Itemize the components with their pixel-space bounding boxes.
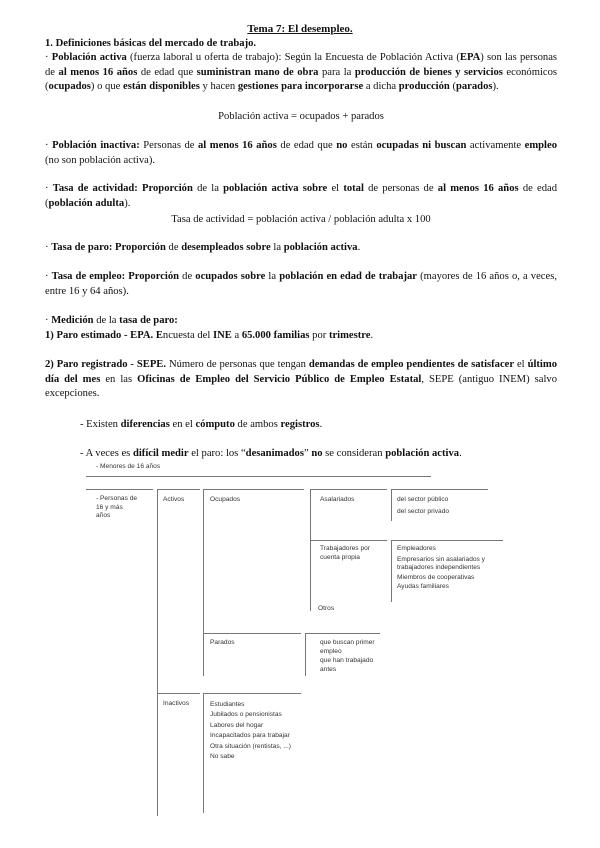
term-computo: cómputo (195, 419, 235, 430)
text: cuenta propia (320, 553, 360, 561)
term-tasa-actividad: Tasa de actividad: Proporción (52, 183, 193, 194)
paragraph-poblacion-inactiva (45, 139, 557, 168)
bullet: · (45, 140, 49, 151)
diagram-cuenta-propia-items (397, 545, 485, 592)
text: Miembros de cooperativas (397, 573, 475, 581)
text: trabajadores independientes (397, 564, 481, 572)
term-disponibles: están disponibles (123, 81, 200, 92)
divider (310, 489, 387, 490)
term-poblacion-activa: Población activa (51, 52, 127, 63)
term-age: al menos 16 años (58, 66, 138, 78)
diagram-otros: Otros (318, 605, 335, 612)
diagram-menores: - Menores de 16 años (96, 463, 161, 470)
term-poblacion-activa: población activa sobre (223, 183, 328, 194)
term-medicion: Medición (51, 315, 94, 326)
section-heading: 1. Definiciones básicas del mercado de trabajo. (45, 38, 257, 49)
term-poblacion-activa: población activa (385, 448, 460, 459)
divider (310, 489, 311, 611)
divider (203, 693, 204, 813)
term-suministran: suministran mano de obra (196, 66, 319, 78)
term-parados: parados (455, 81, 493, 92)
text: Otra situación (rentistas, ...) (210, 742, 291, 750)
divider (203, 633, 301, 634)
term-desanimados: desanimados (245, 448, 304, 459)
text: años (96, 512, 111, 520)
term-empleo: empleo (524, 140, 558, 151)
text: de edad (522, 183, 558, 194)
term-ocupadas: ocupadas ni buscan (376, 140, 467, 151)
text: ) son las personas de (45, 52, 558, 78)
text: del sector privado (397, 507, 450, 515)
text: del sector público (397, 496, 449, 503)
text: de la (96, 315, 117, 326)
text: la (268, 271, 277, 282)
term-age: al menos 16 años (437, 183, 519, 194)
note-diferencias (80, 418, 322, 431)
divider (391, 540, 392, 602)
term-age: al menos 16 años (198, 140, 277, 151)
term-registros: registros (280, 419, 320, 430)
term-produccion: producción de bienes y servicios (354, 66, 503, 78)
diagram-asalariados: Asalariados (320, 496, 355, 503)
text: ). (492, 81, 499, 92)
text: - Existen (80, 419, 118, 430)
divider (203, 489, 204, 676)
paragraph-tasa-empleo (45, 270, 557, 299)
text: el (516, 359, 525, 370)
text: que buscan primer (320, 639, 375, 646)
bullet: · (45, 242, 49, 253)
term-produccion: producción (398, 81, 450, 92)
text: de edad que (280, 140, 333, 151)
divider (203, 693, 301, 694)
text: ncuesta (162, 329, 195, 341)
text: de ambos (237, 419, 278, 430)
paragraph-tasa-paro (45, 241, 557, 256)
term-ocupados: ocupados sobre (195, 271, 266, 282)
page-title: Tema 7: El desempleo. (247, 23, 353, 35)
paragraph-tasa-actividad (45, 182, 557, 211)
diagram-parados: Parados (210, 639, 235, 646)
text: Personas de (143, 140, 195, 151)
text: de personas de (368, 183, 434, 194)
text: Empresarios sin asalariados y (397, 555, 485, 563)
text: antes (320, 665, 337, 673)
term-poblacion-activa: población activa (283, 242, 358, 253)
text: la (273, 242, 282, 253)
diagram-asalariados-items (397, 496, 449, 516)
text: - A veces es (80, 448, 131, 459)
text: que han trabajado (320, 657, 374, 665)
text: . (459, 448, 462, 459)
text: en las (105, 373, 133, 385)
text: Trabajadores por (320, 545, 370, 552)
text: ) o que (90, 81, 121, 92)
text: . (370, 329, 374, 341)
paragraph-paro-registrado (45, 358, 557, 402)
text: (no son población activa). (45, 154, 156, 166)
text: económicos ( (45, 66, 558, 92)
text: empleo (320, 647, 342, 655)
text: No sabe (210, 753, 235, 761)
divider (305, 633, 380, 634)
text: para la (321, 66, 352, 78)
text: por (312, 329, 327, 341)
divider (157, 693, 200, 694)
text: de (168, 242, 179, 253)
text: - Personas de (96, 495, 138, 502)
term-no: no (336, 140, 348, 151)
text: el paro: los “ (191, 448, 246, 459)
text: Empleadores (397, 545, 436, 552)
text: de la (197, 183, 219, 194)
divider (203, 489, 304, 490)
text: Jubilados o pensionistas (210, 711, 282, 719)
diagram-activos: Activos (163, 496, 185, 503)
term-gestiones: gestiones para incorporarse (237, 81, 364, 92)
bullet: · (45, 183, 49, 194)
divider (305, 633, 306, 676)
term-epa: EPA (459, 52, 481, 63)
term-no: no (311, 448, 323, 459)
term-diferencias: diferencias (120, 419, 170, 430)
paragraph-medicion (45, 314, 557, 343)
bullet: · (45, 271, 49, 282)
formula-poblacion-activa: Población activa = ocupados + parados (218, 111, 384, 122)
text: están (351, 140, 373, 151)
divider (391, 489, 488, 490)
divider (86, 489, 153, 490)
text: 16 y más (96, 503, 123, 511)
text: ( (45, 197, 49, 209)
text: el (331, 183, 340, 194)
text: a (234, 329, 240, 341)
bullet: · (45, 315, 49, 326)
text: (mayores de 16 años o, a veces, entre 16 y 64 años). (45, 271, 557, 297)
diagram-ocupados: Ocupados (210, 496, 241, 503)
divider (157, 489, 158, 816)
text: del (197, 329, 211, 341)
text: . (357, 242, 361, 253)
text: se consideran (325, 448, 383, 459)
term-tasa-paro: tasa de paro: (119, 315, 178, 326)
diagram-inactivos-items (210, 700, 291, 762)
text: a dicha (365, 81, 397, 92)
term-edad-trabajar: población en edad de trabajar (279, 271, 417, 282)
term-paro-estimado: 1) Paro estimado - EPA. E (45, 329, 163, 341)
diagram-parados-items (320, 639, 375, 674)
term-demandas: demandas de empleo pendientes de satisfacer (308, 359, 515, 370)
text: de edad que (140, 66, 194, 78)
term-oficinas: Oficinas de Empleo del Servicio Público de Empleo Estatal (137, 373, 422, 385)
term-ultimo-dia: último día del mes (45, 359, 557, 385)
term-dificil: difícil medir (132, 448, 189, 459)
text: ( (452, 81, 456, 92)
diagram-cuenta-propia (320, 545, 370, 562)
term-ocupados: ocupados (48, 81, 91, 92)
text: de (182, 271, 193, 282)
note-desanimados (80, 447, 462, 460)
text: Número de personas que tengan (168, 359, 306, 370)
text: Ayudas familiares (397, 583, 449, 591)
text: ). (124, 197, 131, 209)
diagram-personas (96, 495, 137, 521)
term-ine: INE (212, 329, 232, 341)
divider (391, 540, 503, 541)
term-paro-registrado: 2) Paro registrado - SEPE. (45, 359, 167, 370)
divider (86, 476, 431, 477)
divider (157, 489, 200, 490)
text: en el (172, 419, 193, 430)
term-tasa-paro: Tasa de paro: Proporción (51, 242, 166, 253)
text: . (319, 419, 323, 430)
text: y hacen (202, 81, 236, 92)
text: (fuerza laboral u oferta de trabajo): Según la Encuesta de Población Activa ( (130, 52, 460, 63)
paragraph-poblacion-activa (45, 51, 557, 95)
term-tasa-empleo: Tasa de empleo: Proporción (51, 271, 180, 282)
text: ” (303, 448, 309, 459)
formula-tasa-actividad: Tasa de actividad = población activa / población adulta x 100 (171, 214, 431, 225)
term-familias: 65.000 familias (241, 329, 310, 341)
text: Labores del hogar (210, 721, 264, 729)
term-trimestre: trimestre (328, 329, 371, 341)
term-poblacion-inactiva: Población inactiva: (52, 140, 140, 151)
text: Incapacitados para trabajar (210, 732, 290, 740)
bullet: · (45, 52, 49, 63)
divider (310, 540, 387, 541)
term-desempleados: desempleados sobre (181, 242, 271, 253)
text: , SEPE (antiguo INEM) salvo excepciones. (45, 373, 557, 399)
diagram-inactivos: Inactivos (163, 700, 190, 707)
text: Estudiantes (210, 701, 245, 708)
text: activamente (469, 140, 522, 151)
divider (391, 489, 392, 521)
term-poblacion-adulta: población adulta (48, 197, 125, 209)
term-total: total (343, 183, 364, 194)
